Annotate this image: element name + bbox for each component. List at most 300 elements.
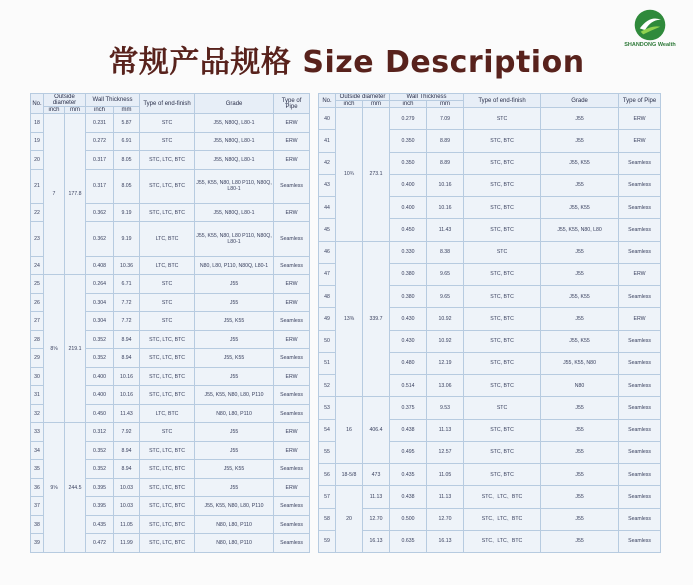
grade: J55 [541,419,619,441]
end-finish-type: STC, BTC [464,286,541,308]
pipe-type: Seamless [619,419,661,441]
end-finish-type: STC [464,241,541,263]
end-finish-type: STC, LTC, BTC [140,441,195,460]
pipe-type: ERW [274,330,310,349]
grade: J55, K55, N80, L80 P110, N80Q, L80-1 [195,169,274,203]
row-number: 50 [319,330,336,352]
wall-thickness-inch: 0.450 [86,404,114,423]
wall-thickness-mm: 11.13 [427,486,464,508]
wall-thickness-mm: 8.38 [427,241,464,263]
wall-thickness-mm: 11.43 [427,219,464,241]
wall-thickness-mm: 11.99 [114,534,140,553]
end-finish-type: STC, BTC [464,352,541,374]
header-od-mm: mm [363,101,390,108]
wall-thickness-inch: 0.352 [86,330,114,349]
wall-thickness-mm: 8.05 [114,151,140,170]
row-number: 53 [319,397,336,419]
wall-thickness-inch: 0.400 [86,367,114,386]
pipe-type: Seamless [274,349,310,368]
wall-thickness-inch: 0.480 [390,352,427,374]
grade: J55, K55 [541,152,619,174]
wall-thickness-mm: 7.72 [114,312,140,331]
outside-diameter-mm: 339.7 [363,241,390,397]
pipe-type: ERW [274,132,310,151]
end-finish-type: STC [464,108,541,130]
logo-icon [633,8,667,42]
header-outside-diameter: Outside diameter [336,94,390,101]
wall-thickness-mm: 9.65 [427,263,464,285]
end-finish-type: STC, BTC [464,197,541,219]
row-number: 29 [31,349,44,368]
end-finish-type: STC, BTC [464,152,541,174]
wall-thickness-mm: 5.87 [114,114,140,133]
end-finish-type: LTC, BTC [140,404,195,423]
wall-thickness-mm: 7.92 [114,423,140,442]
row-number: 43 [319,174,336,196]
row-number: 47 [319,263,336,285]
pipe-type: Seamless [619,486,661,508]
row-number: 31 [31,386,44,405]
pipe-type: ERW [619,308,661,330]
end-finish-type: STC, BTC [464,464,541,486]
wall-thickness-inch: 0.380 [390,286,427,308]
grade: J55 [195,330,274,349]
wall-thickness-mm: 16.13 [427,530,464,552]
page-title: 常规产品规格 Size Description [108,45,585,80]
wall-thickness-mm: 9.65 [427,286,464,308]
table-row [319,397,661,419]
pipe-type: Seamless [619,441,661,463]
wall-thickness-inch: 0.330 [390,241,427,263]
pipe-type: Seamless [619,530,661,552]
outside-diameter-inch: 16 [336,397,363,464]
pipe-type: ERW [619,263,661,285]
wall-thickness-inch: 0.472 [86,534,114,553]
header-pipe-type: Type of Pipe [619,94,661,108]
pipe-type: ERW [274,203,310,222]
wall-thickness-inch: 0.317 [86,169,114,203]
header-end-finish: Type of end-finish [140,94,195,114]
table-row [319,241,661,263]
wall-thickness-inch: 0.500 [390,508,427,530]
pipe-type: ERW [619,130,661,152]
header-grade: Grade [195,94,274,114]
end-finish-type: STC [140,114,195,133]
header-no: No. [31,94,44,114]
grade: N80 [541,375,619,397]
outside-diameter-mm: 406.4 [363,397,390,464]
pipe-type: ERW [274,441,310,460]
wall-thickness-inch: 0.395 [86,497,114,516]
end-finish-type: STC, LTC, BTC [140,460,195,479]
pipe-type: Seamless [274,497,310,516]
grade: J55 [541,508,619,530]
row-number: 33 [31,423,44,442]
pipe-type: Seamless [619,352,661,374]
row-number: 34 [31,441,44,460]
end-finish-type: STC [140,293,195,312]
outside-diameter-inch: 9⅝ [44,423,65,553]
header-pipe-type: Type of Pipe [274,94,310,114]
wall-thickness-mm: 8.94 [114,330,140,349]
size-table-left [30,93,310,553]
outside-diameter-inch: 7 [44,114,65,275]
row-number: 51 [319,352,336,374]
wall-thickness-inch: 0.435 [86,515,114,534]
wall-thickness-mm: 12.57 [427,441,464,463]
wall-thickness-inch: 0.362 [86,203,114,222]
pipe-type: Seamless [619,286,661,308]
grade: J55, N80Q, L80-1 [195,203,274,222]
row-number: 24 [31,256,44,275]
end-finish-type: STC, BTC [464,263,541,285]
grade: J55, K55, N80, L80 [541,219,619,241]
table-row [319,486,661,508]
row-number: 55 [319,441,336,463]
outside-diameter-mm: 11.13 [363,486,390,508]
wall-thickness-inch: 0.438 [390,486,427,508]
wall-thickness-inch: 0.408 [86,256,114,275]
header-wall-thickness: Wall Thickness [390,94,464,101]
grade: J55 [541,441,619,463]
wall-thickness-inch: 0.430 [390,330,427,352]
row-number: 38 [31,515,44,534]
end-finish-type: STC, BTC [464,330,541,352]
outside-diameter-inch: 8⅝ [44,275,65,423]
wall-thickness-mm: 10.16 [427,197,464,219]
wall-thickness-inch: 0.304 [86,293,114,312]
company-logo [612,8,688,54]
wall-thickness-mm: 8.94 [114,349,140,368]
row-number: 21 [31,169,44,203]
row-number: 45 [319,219,336,241]
header-wall-thickness: Wall Thickness [86,94,140,107]
row-number: 59 [319,530,336,552]
row-number: 46 [319,241,336,263]
grade: J55, K55, N80 [541,352,619,374]
wall-thickness-mm: 10.16 [114,386,140,405]
row-number: 52 [319,375,336,397]
row-number: 18 [31,114,44,133]
wall-thickness-inch: 0.362 [86,222,114,256]
wall-thickness-mm: 11.05 [427,464,464,486]
header-wt-mm: mm [114,107,140,114]
row-number: 56 [319,464,336,486]
pipe-type: Seamless [274,460,310,479]
wall-thickness-mm: 12.70 [427,508,464,530]
grade: J55, K55 [195,349,274,368]
pipe-type: ERW [274,114,310,133]
table-row [319,464,661,486]
table-row [319,530,661,552]
grade: N80, L80, P110 [195,515,274,534]
header-od-inch: inch [44,107,65,114]
wall-thickness-inch: 0.514 [390,375,427,397]
pipe-type: ERW [274,151,310,170]
pipe-type: Seamless [619,219,661,241]
pipe-type: Seamless [619,241,661,263]
size-table-right [318,93,661,553]
outside-diameter-mm: 244.5 [65,423,86,553]
row-number: 27 [31,312,44,331]
header-od-mm: mm [65,107,86,114]
table-row [31,423,310,442]
header-end-finish: Type of end-finish [464,94,541,108]
row-number: 41 [319,130,336,152]
outside-diameter-mm: 219.1 [65,275,86,423]
wall-thickness-inch: 0.264 [86,275,114,294]
grade: J55, K55, N80, L80 P110, N80Q, L80-1 [195,222,274,256]
end-finish-type: STC, LTC, BTC [140,330,195,349]
wall-thickness-mm: 6.91 [114,132,140,151]
grade: J55 [541,397,619,419]
grade: J55 [195,478,274,497]
row-number: 22 [31,203,44,222]
wall-thickness-inch: 0.352 [86,441,114,460]
outside-diameter-mm: 473 [363,464,390,486]
wall-thickness-mm: 9.53 [427,397,464,419]
grade: J55 [541,263,619,285]
header-wt-inch: inch [86,107,114,114]
grade: J55 [195,367,274,386]
grade: J55 [541,308,619,330]
pipe-type: ERW [274,478,310,497]
grade: J55 [541,241,619,263]
pipe-type: Seamless [274,169,310,203]
grade: J55, N80Q, L80-1 [195,114,274,133]
grade: J55 [541,486,619,508]
pipe-type: ERW [274,423,310,442]
pipe-type: Seamless [619,330,661,352]
pipe-type: Seamless [274,515,310,534]
grade: N80, L80, P110 [195,404,274,423]
grade: J55 [541,530,619,552]
grade: J55, K55 [195,460,274,479]
wall-thickness-inch: 0.430 [390,308,427,330]
grade: N80, L80, P110, N80Q, L80-1 [195,256,274,275]
wall-thickness-inch: 0.272 [86,132,114,151]
wall-thickness-inch: 0.312 [86,423,114,442]
wall-thickness-mm: 10.92 [427,308,464,330]
table-row [319,508,661,530]
outside-diameter-inch: 13⅜ [336,241,363,397]
pipe-type: Seamless [274,404,310,423]
row-number: 40 [319,108,336,130]
row-number: 54 [319,419,336,441]
pipe-type: ERW [274,275,310,294]
header-wt-inch: inch [390,101,427,108]
grade: J55 [195,293,274,312]
wall-thickness-mm: 10.16 [427,174,464,196]
wall-thickness-inch: 0.350 [390,130,427,152]
end-finish-type: STC, LTC, BTC [140,497,195,516]
wall-thickness-mm: 13.06 [427,375,464,397]
pipe-type: Seamless [274,222,310,256]
wall-thickness-inch: 0.352 [86,460,114,479]
row-number: 49 [319,308,336,330]
wall-thickness-inch: 0.450 [390,219,427,241]
row-number: 35 [31,460,44,479]
pipe-type: Seamless [619,174,661,196]
end-finish-type: STC, LTC, BTC [140,151,195,170]
grade: J55 [541,464,619,486]
row-number: 37 [31,497,44,516]
wall-thickness-mm: 8.94 [114,460,140,479]
grade: J55, K55 [541,330,619,352]
wall-thickness-mm: 8.89 [427,152,464,174]
wall-thickness-inch: 0.400 [390,174,427,196]
end-finish-type: STC, LTC, BTC [140,515,195,534]
end-finish-type: STC, BTC [464,308,541,330]
row-number: 39 [31,534,44,553]
wall-thickness-mm: 11.13 [427,419,464,441]
grade: J55, K55, N80, L80, P110 [195,386,274,405]
wall-thickness-inch: 0.400 [390,197,427,219]
grade: J55, K55 [541,197,619,219]
end-finish-type: STC, LTC, BTC [140,349,195,368]
wall-thickness-inch: 0.380 [390,263,427,285]
outside-diameter-mm: 273.1 [363,108,390,242]
end-finish-type: STC、LTC、BTC [464,486,541,508]
end-finish-type: STC [464,397,541,419]
end-finish-type: LTC, BTC [140,222,195,256]
grade: J55, K55 [541,286,619,308]
row-number: 28 [31,330,44,349]
table-row [31,114,310,133]
wall-thickness-inch: 0.352 [86,349,114,368]
grade: J55 [541,130,619,152]
wall-thickness-mm: 9.19 [114,222,140,256]
end-finish-type: STC, BTC [464,441,541,463]
pipe-type: Seamless [274,312,310,331]
table-row [31,275,310,294]
end-finish-type: STC, LTC, BTC [140,534,195,553]
pipe-type: ERW [274,367,310,386]
end-finish-type: LTC, BTC [140,256,195,275]
end-finish-type: STC [140,423,195,442]
row-number: 32 [31,404,44,423]
row-number: 26 [31,293,44,312]
wall-thickness-mm: 7.09 [427,108,464,130]
end-finish-type: STC [140,132,195,151]
pipe-type: Seamless [619,397,661,419]
row-number: 57 [319,486,336,508]
wall-thickness-mm: 8.89 [427,130,464,152]
pipe-type: ERW [274,293,310,312]
pipe-type: Seamless [619,508,661,530]
row-number: 19 [31,132,44,151]
pipe-type: Seamless [619,375,661,397]
wall-thickness-mm: 9.19 [114,203,140,222]
wall-thickness-mm: 10.03 [114,478,140,497]
header-grade: Grade [541,94,619,108]
pipe-type: Seamless [274,534,310,553]
wall-thickness-mm: 11.05 [114,515,140,534]
pipe-type: Seamless [619,464,661,486]
end-finish-type: STC [140,275,195,294]
grade: N80, L80, P110 [195,534,274,553]
wall-thickness-inch: 0.395 [86,478,114,497]
wall-thickness-mm: 10.36 [114,256,140,275]
row-number: 20 [31,151,44,170]
grade: J55 [195,441,274,460]
wall-thickness-mm: 11.43 [114,404,140,423]
row-number: 25 [31,275,44,294]
wall-thickness-mm: 12.19 [427,352,464,374]
header-od-inch: inch [336,101,363,108]
end-finish-type: STC, BTC [464,130,541,152]
wall-thickness-mm: 8.94 [114,441,140,460]
outside-diameter-mm: 12.70 [363,508,390,530]
outside-diameter-inch: 10¾ [336,108,363,242]
end-finish-type: STC, BTC [464,419,541,441]
end-finish-type: STC、LTC、BTC [464,530,541,552]
outside-diameter-mm: 16.13 [363,530,390,552]
header-outside-diameter: Outside diameter [44,94,86,107]
wall-thickness-inch: 0.231 [86,114,114,133]
grade: J55 [195,275,274,294]
grade: J55, N80Q, L80-1 [195,132,274,151]
wall-thickness-inch: 0.317 [86,151,114,170]
pipe-type: Seamless [274,256,310,275]
end-finish-type: STC [140,312,195,331]
wall-thickness-inch: 0.495 [390,441,427,463]
end-finish-type: STC, BTC [464,375,541,397]
wall-thickness-inch: 0.304 [86,312,114,331]
wall-thickness-inch: 0.400 [86,386,114,405]
end-finish-type: STC, LTC, BTC [140,367,195,386]
end-finish-type: STC, LTC, BTC [140,386,195,405]
wall-thickness-mm: 10.92 [427,330,464,352]
header-wt-mm: mm [427,101,464,108]
outside-diameter-inch: 20 [336,486,363,553]
end-finish-type: STC, BTC [464,174,541,196]
row-number: 30 [31,367,44,386]
wall-thickness-mm: 10.03 [114,497,140,516]
row-number: 23 [31,222,44,256]
grade: J55 [195,423,274,442]
wall-thickness-mm: 8.05 [114,169,140,203]
wall-thickness-mm: 10.16 [114,367,140,386]
pipe-type: Seamless [619,152,661,174]
grade: J55, N80Q, L80-1 [195,151,274,170]
pipe-type: Seamless [619,197,661,219]
pipe-type: Seamless [274,386,310,405]
grade: J55 [541,174,619,196]
pipe-type: ERW [619,108,661,130]
end-finish-type: STC, LTC, BTC [140,203,195,222]
row-number: 42 [319,152,336,174]
header-no: No. [319,94,336,108]
wall-thickness-mm: 7.72 [114,293,140,312]
wall-thickness-mm: 6.71 [114,275,140,294]
grade: J55, K55, N80, L80, P110 [195,497,274,516]
outside-diameter-mm: 177.8 [65,114,86,275]
table-row [319,108,661,130]
end-finish-type: STC, BTC [464,219,541,241]
end-finish-type: STC、LTC、BTC [464,508,541,530]
row-number: 48 [319,286,336,308]
grade: J55 [541,108,619,130]
wall-thickness-inch: 0.438 [390,419,427,441]
row-number: 44 [319,197,336,219]
logo-text: SHANDONG Wealth [624,42,676,48]
grade: J55, K55 [195,312,274,331]
wall-thickness-inch: 0.375 [390,397,427,419]
wall-thickness-inch: 0.635 [390,530,427,552]
outside-diameter-inch: 18-5/8 [336,464,363,486]
row-number: 36 [31,478,44,497]
